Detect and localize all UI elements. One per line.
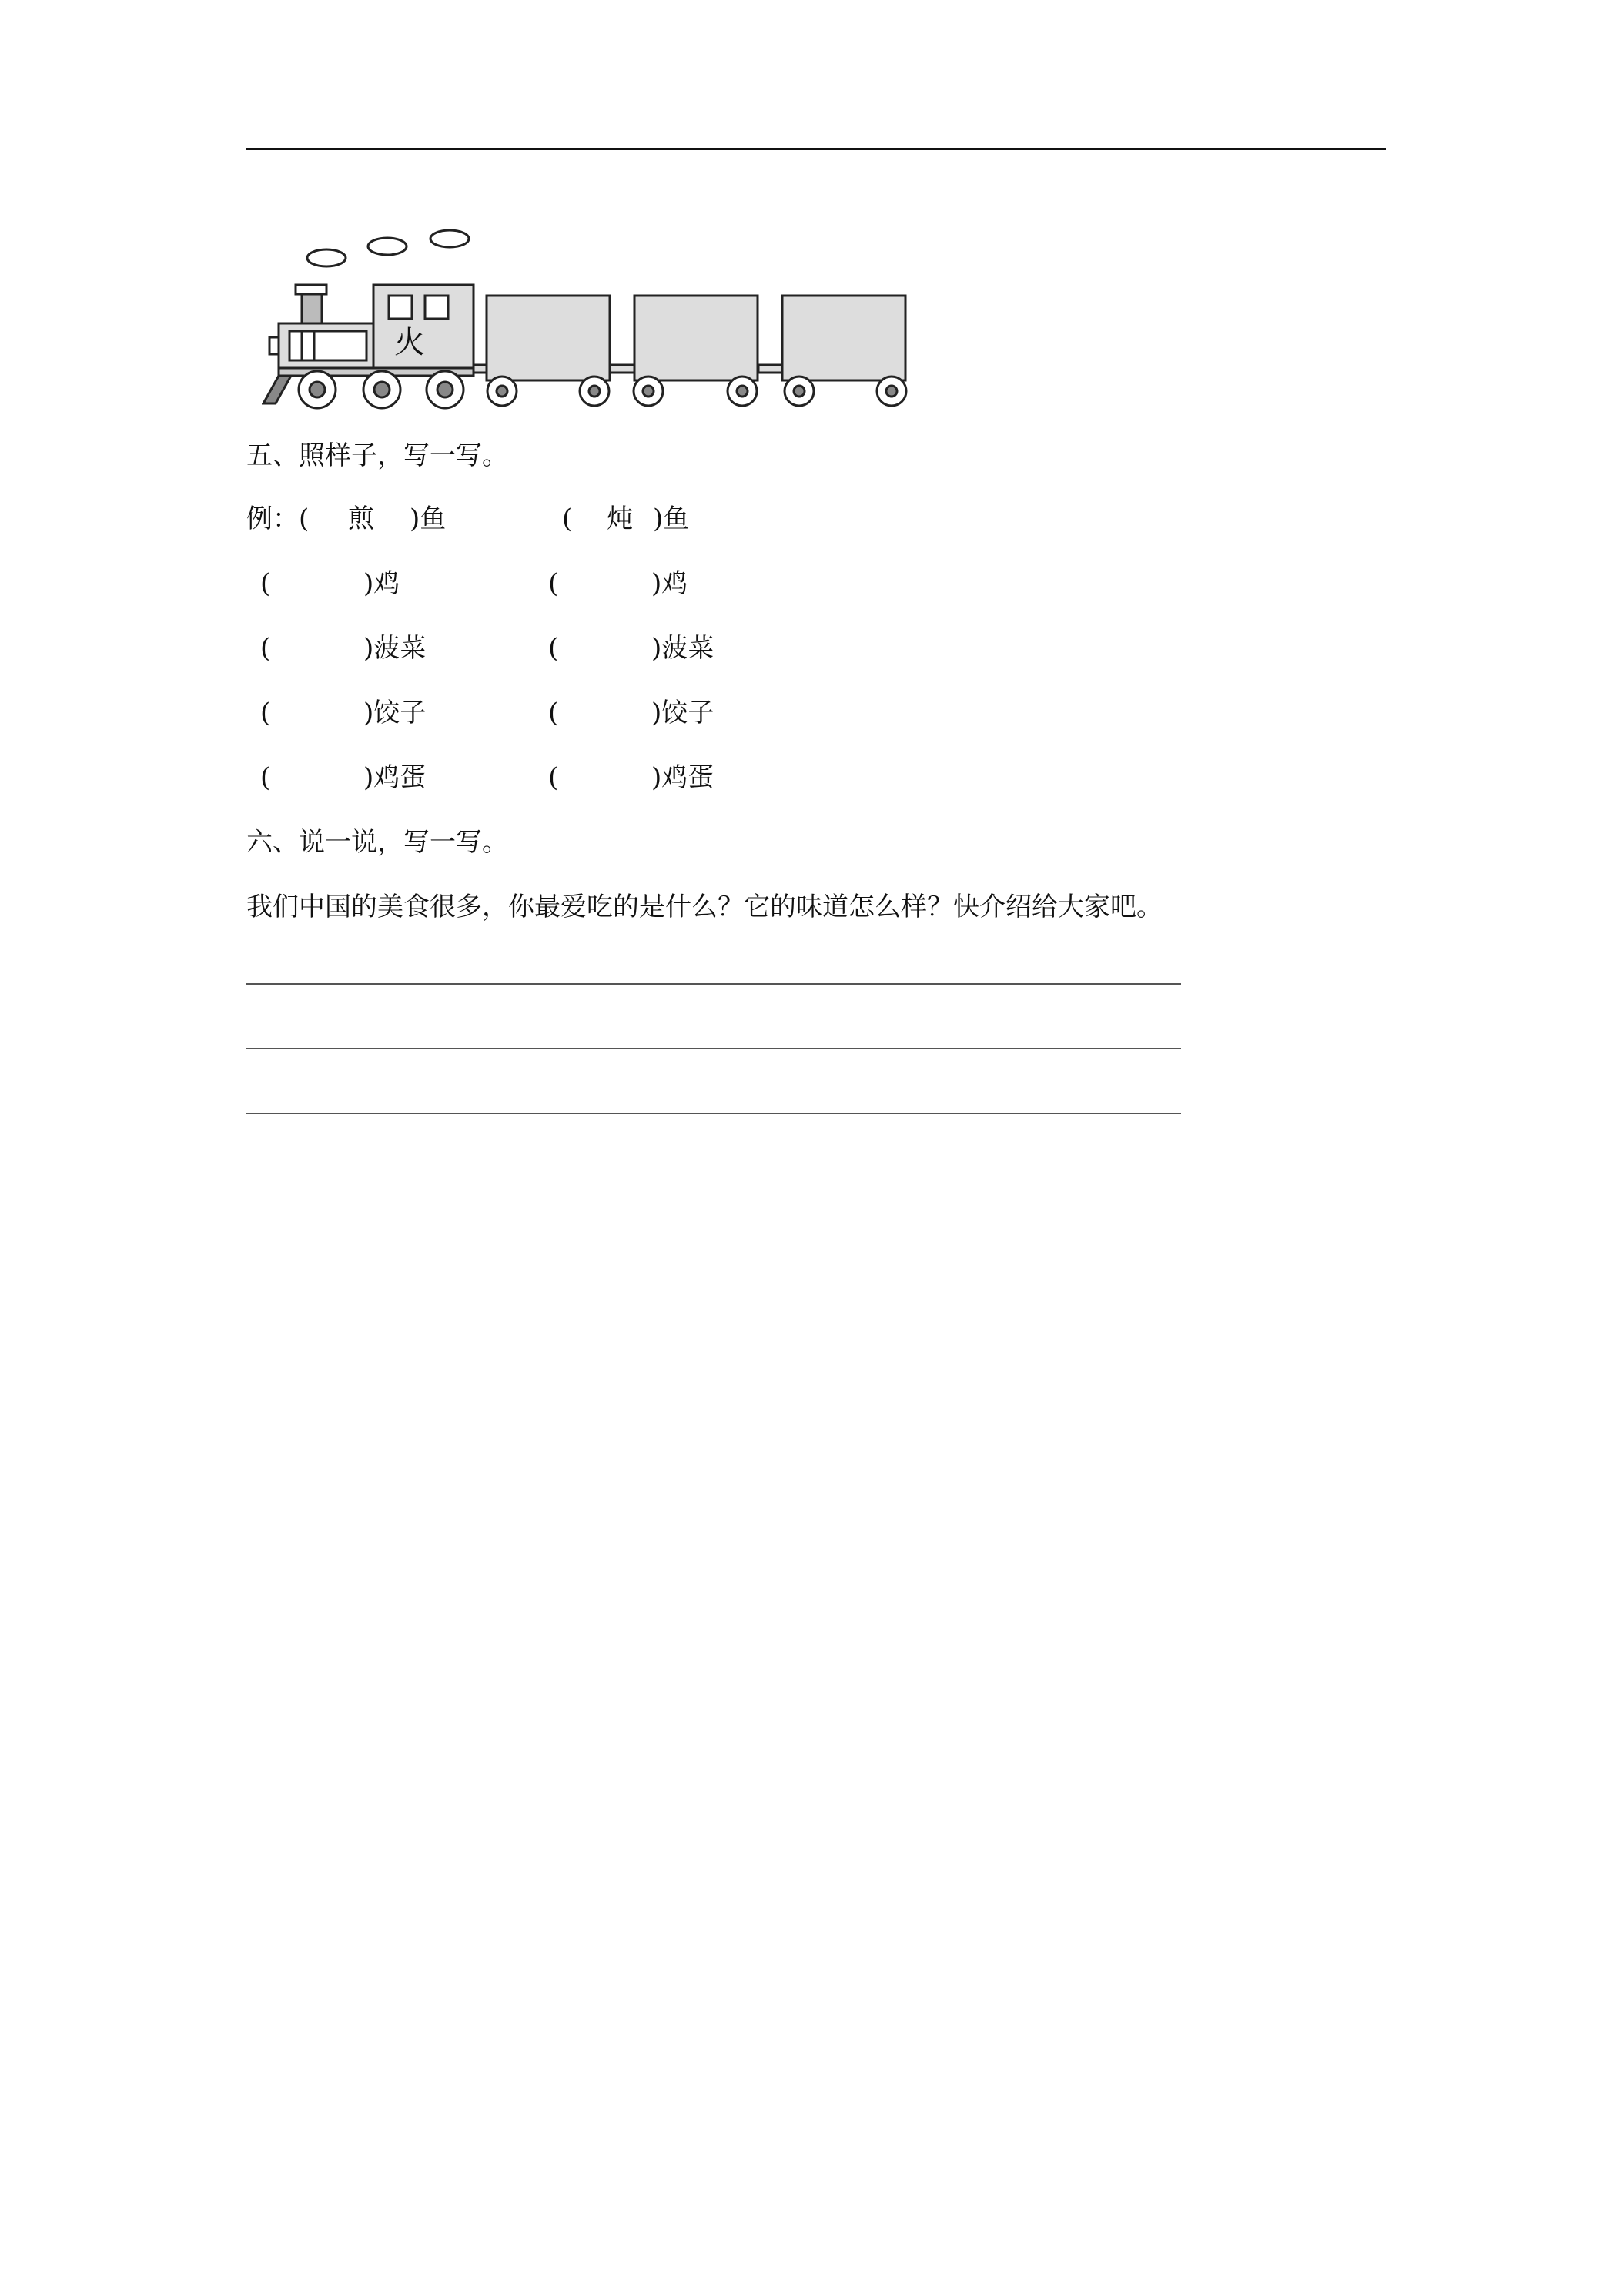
- fill-blank-open[interactable]: (: [548, 762, 559, 793]
- example-word-1: 煎: [348, 504, 374, 534]
- train-carriages: [487, 296, 905, 380]
- fill-blank-open[interactable]: (: [548, 698, 559, 728]
- engine-wheels: [299, 371, 463, 408]
- fill-blank-noun: )鸡: [651, 568, 688, 599]
- fill-blank-noun: )饺子: [363, 698, 427, 728]
- example-prefix: 例：(: [246, 504, 310, 534]
- fill-blank-open[interactable]: (: [548, 568, 559, 599]
- fill-blank-open[interactable]: (: [548, 633, 559, 664]
- answer-line[interactable]: [246, 1048, 1181, 1049]
- section6-heading: 六、说一说，写一写。: [246, 827, 508, 858]
- fill-blank-noun: )菠菜: [363, 633, 427, 664]
- fill-blank-noun: )鸡: [363, 568, 400, 599]
- engine-char: 火: [394, 325, 425, 360]
- section6-prompt: 我们中国的美食很多，你最爱吃的是什么？它的味道怎么样？快介绍给大家吧。: [246, 892, 1163, 922]
- smoke-puff: [307, 249, 346, 266]
- answer-line[interactable]: [246, 983, 1181, 985]
- section5-heading: 五、照样子，写一写。: [246, 440, 508, 471]
- smoke-puff: [430, 230, 469, 247]
- fill-blank-open[interactable]: (: [260, 568, 271, 599]
- fill-blank-noun: )鸡蛋: [363, 762, 427, 793]
- example-close-1: )鱼: [410, 504, 447, 534]
- answer-line[interactable]: [246, 1113, 1181, 1114]
- fill-blank-open[interactable]: (: [260, 762, 271, 793]
- example-word-2: 炖: [607, 504, 633, 534]
- smoke-puff: [368, 238, 407, 255]
- fill-blank-open[interactable]: (: [260, 698, 271, 728]
- fill-blank-open[interactable]: (: [260, 633, 271, 664]
- example-open-2: (: [562, 504, 573, 534]
- train-illustration: [262, 225, 924, 417]
- example-close-2: )鱼: [653, 504, 690, 534]
- fill-blank-noun: )菠菜: [651, 633, 714, 664]
- fill-blank-noun: )鸡蛋: [651, 762, 714, 793]
- fill-blank-noun: )饺子: [651, 698, 714, 728]
- header-rule: [246, 148, 1386, 150]
